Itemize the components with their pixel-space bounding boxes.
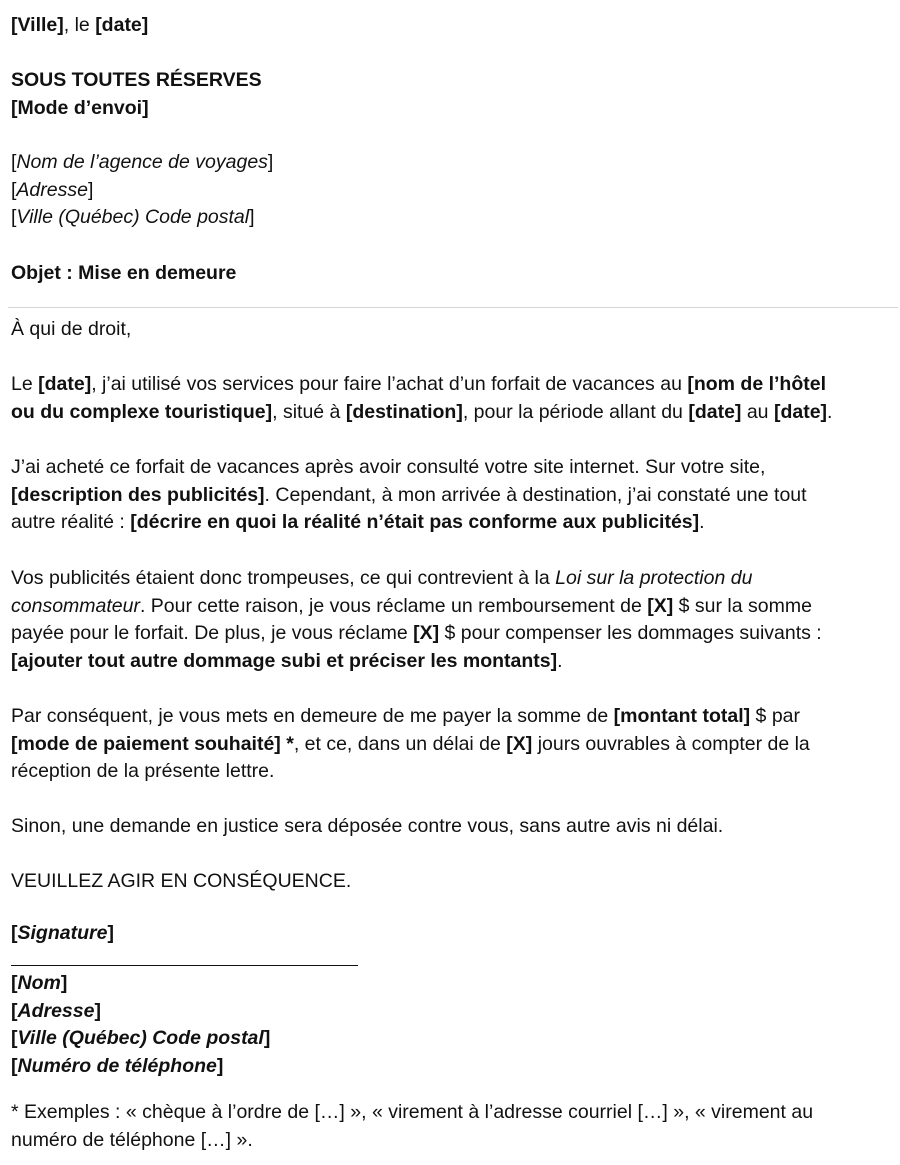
sender-address: Adresse [17, 999, 95, 1022]
p4-text: réception de la présente lettre. [11, 760, 275, 782]
p3-other-damages: [ajouter tout autre dommage subi et préciser les montants] [11, 649, 558, 672]
agency-name: Nom de l’agence de voyages [16, 151, 268, 173]
paragraph-1 [11, 371, 891, 426]
p2-text: . [699, 511, 705, 533]
agency-address: Adresse [16, 178, 88, 201]
footnote-line-2: numéro de téléphone […] ». [11, 1128, 253, 1151]
p4-text: $ par [750, 705, 801, 727]
signature-label-block: [Signature] [11, 922, 114, 944]
p1-text: . [827, 400, 833, 423]
p3-law-title-cont: consommateur [11, 594, 140, 617]
p1-destination: [destination] [345, 400, 463, 423]
p3-text: . Pour cette raison, je vous réclame un remboursement de [139, 594, 648, 617]
p2-text: autre réalité : [11, 511, 131, 533]
p4-text: , et ce, dans un délai de [293, 732, 507, 755]
salutation-text: À qui de droit, [11, 318, 132, 340]
sender-block: [Nom] [Adresse] [Ville (Québec) Code postal] [Numéro de téléphone] [11, 972, 271, 1077]
subject-label: Objet : Mise en demeure [11, 262, 237, 284]
p1-hotel-name: [nom de l’hôtel [687, 373, 827, 395]
p2-text: J’ai acheté ce forfait de vacances après avoir consulté votre site internet. Sur votre site, [11, 456, 766, 478]
p3-law-title: Loi sur la protection du [555, 567, 753, 589]
footnote [11, 1099, 891, 1154]
p1-end-date: [date] [773, 400, 828, 423]
p1-text: , pour la période allant du [462, 400, 689, 423]
p3-text: payée pour le forfait. De plus, je vous réclame [11, 622, 414, 644]
p3-text: . [557, 649, 563, 672]
paragraph-5 [11, 813, 891, 841]
paragraph-2 [11, 454, 891, 537]
date-placeholder: [date] [95, 14, 149, 36]
closing-notice-text: VEUILLEZ AGIR EN CONSÉQUENCE. [11, 870, 352, 892]
date-connector: , le [63, 14, 96, 36]
closing-notice [11, 868, 891, 896]
p3-damages-amount: [X] [413, 622, 440, 644]
p1-text: , j’ai utilisé vos services pour faire l’achat d’un forfait de vacances au [91, 373, 688, 395]
p4-total-amount: [montant total] [613, 705, 751, 727]
p1-start-date: [date] [688, 400, 742, 423]
agency-city-postal: Ville (Québec) Code postal [16, 206, 250, 228]
p1-hotel-name-cont: ou du complexe touristique] [11, 400, 273, 423]
p1-date: [date] [38, 373, 92, 395]
p3-text: $ sur la somme [673, 594, 812, 617]
p1-text: Le [11, 373, 39, 395]
salutation [11, 316, 891, 344]
p4-text: Par conséquent, je vous mets en demeure de me payer la somme de [11, 705, 614, 727]
signature-line [11, 965, 358, 966]
paragraph-4 [11, 703, 891, 786]
sender-name: Nom [17, 972, 61, 994]
p3-text: $ pour compenser les dommages suivants : [439, 622, 822, 644]
p1-text: , situé à [272, 400, 346, 423]
delivery-mode: [Mode d’envoi] [11, 96, 149, 119]
reserve-notice: SOUS TOUTES RÉSERVES [11, 69, 262, 91]
p2-ad-description: [description des publicités] [11, 483, 265, 506]
p1-text: au [741, 400, 774, 423]
p2-reality-description: [décrire en quoi la réalité n’était pas conforme aux publicités] [130, 511, 700, 533]
p5-text: Sinon, une demande en justice sera déposée contre vous, sans autre avis ni délai. [11, 815, 724, 837]
p4-days: [X] [506, 732, 533, 755]
reserve-block [11, 67, 891, 122]
signature-label: Signature [17, 922, 108, 944]
p3-refund-amount: [X] [647, 594, 674, 617]
recipient-address: [Nom de l’agence de voyages] [Adresse] [Ville (Québec) Code postal] [11, 151, 274, 228]
subject-line [11, 260, 891, 288]
sender-phone: Numéro de téléphone [17, 1054, 217, 1077]
sender-city-postal: Ville (Québec) Code postal [17, 1027, 264, 1049]
p2-text: . Cependant, à mon arrivée à destination, j’ai constaté une tout [264, 483, 807, 506]
city-placeholder: [Ville] [11, 14, 64, 36]
p3-text: Vos publicités étaient donc trompeuses, ce qui contrevient à la [11, 567, 556, 589]
divider [8, 307, 898, 308]
place-date-line [11, 12, 891, 40]
footnote-line-1: * Exemples : « chèque à l’ordre de […] », « virement à l’adresse courriel […] », « virement au [11, 1101, 814, 1123]
p4-text: jours ouvrables à compter de la [532, 732, 810, 755]
p4-payment-mode: [mode de paiement souhaité] * [11, 732, 294, 755]
paragraph-3 [11, 565, 891, 675]
